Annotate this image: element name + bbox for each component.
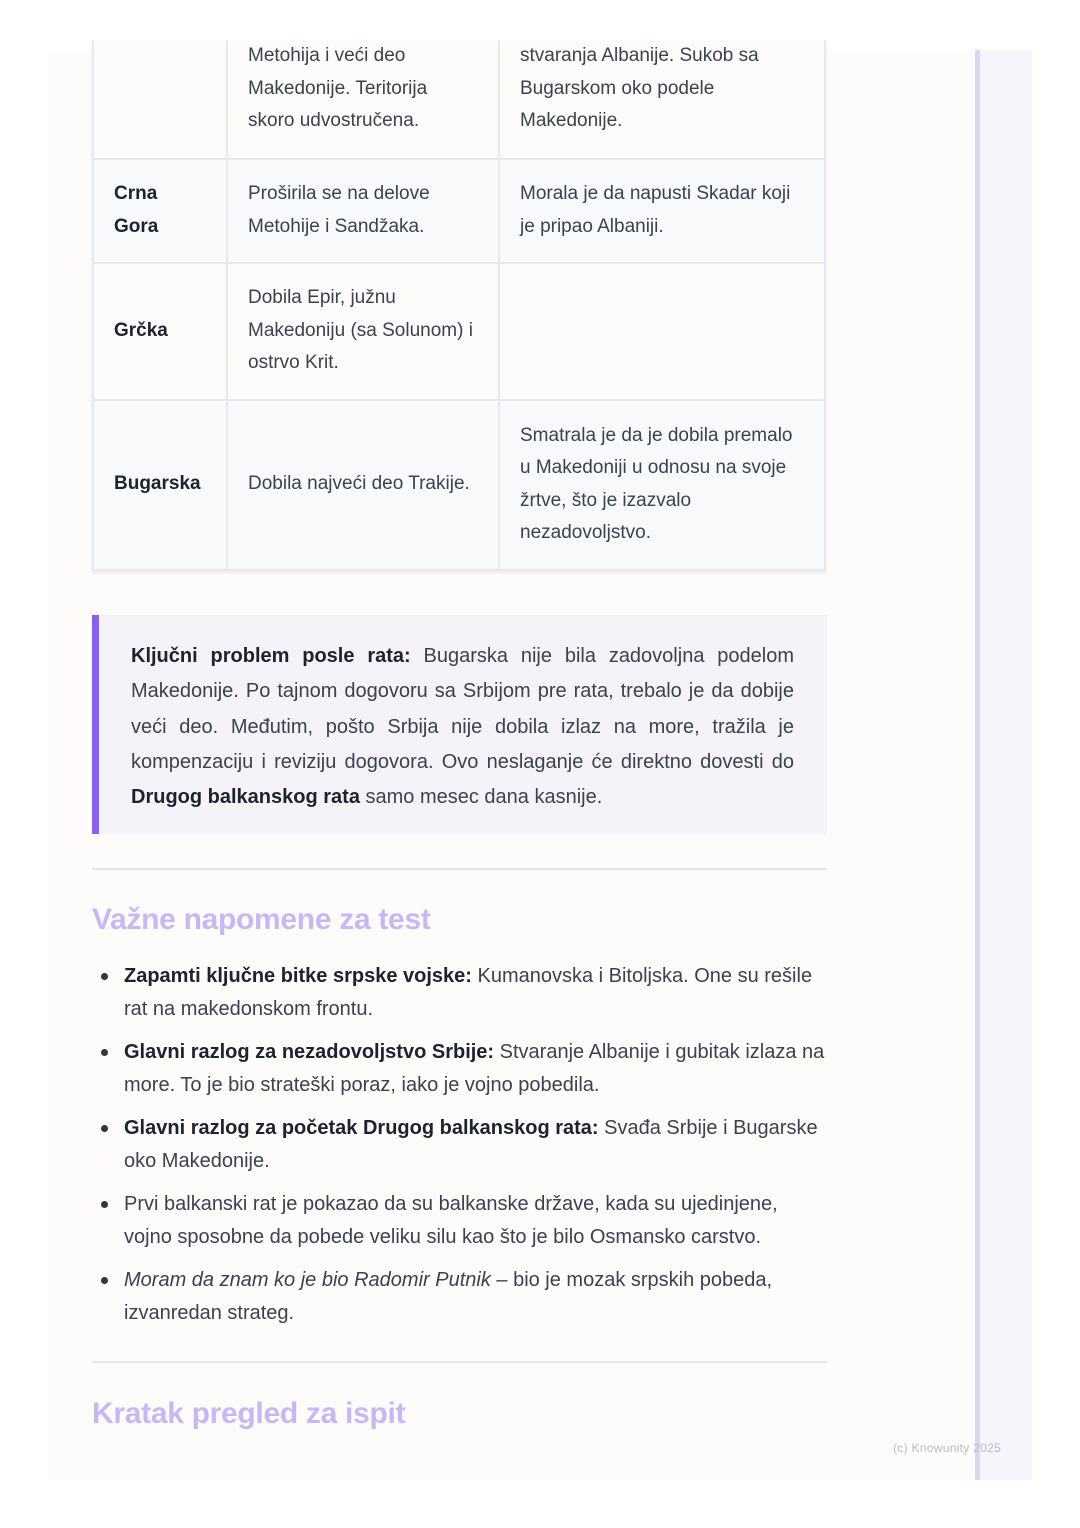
list-item-italic: Moram da znam ko je bio Radomir Putnik [124,1269,491,1291]
war-outcomes-table [92,40,826,571]
callout-label: Ključni problem posle rata: [131,645,411,667]
callout-text-end: samo mesec dana kasnije. [359,786,603,809]
right-margin-rule [975,50,980,1480]
table-cell-country [93,40,227,159]
list-item-text: – bio je mozak srpskih pobeda, izvanredan strateg. [124,1269,773,1324]
table-row [93,40,825,159]
table-cell-gain: Proširila se na delove Metohije i Sandžaka. [227,159,499,263]
test-notes-list [92,960,827,1340]
table-cell-note: stvaranja Albanije. Sukob sa Bugarskom oko podele Makedonije. [499,40,825,159]
key-problem-callout [92,615,827,834]
list-item-bold: Zapamti ključne bitke srpske vojske: [124,965,472,987]
copyright-footer: (c) Knowunity 2025 [893,1441,1002,1455]
list-item-bold: Glavni razlog za nezadovoljstvo Srbije: [124,1041,495,1063]
list-item [92,1112,827,1177]
table-row [93,263,825,400]
table-cell-note [499,263,825,400]
section-heading-summary: Kratak pregled za ispit [92,1397,406,1430]
list-item [92,960,827,1025]
list-item [92,1188,827,1253]
table-cell-note: Smatrala je da je dobila premalo u Makedoniji u odnosu na svoje žrtve, što je izazvalo nezadovoljstvo. [499,400,825,570]
right-margin-panel [975,50,1032,1480]
list-item-text: Kumanovska i Bitoljska. One su rešile rat na makedonskom frontu. [124,965,813,1020]
section-divider [92,1361,827,1363]
callout-text: Bugarska nije bila zadovoljna podelom Makedonije. Po tajnom dogovoru sa Srbijom pre rata, trebalo je da dobije veći deo. Međutim, pošto Srbija nije dobila izlaz na more, tražila je kompenzaciju i reviziju dogovora. Ovo neslaganje će direktno dovesti do [131,645,794,773]
table-row [93,400,825,570]
list-item-text: Stvaranje Albanije i gubitak izlaza na more. To je bio strateški poraz, iako je vojno pobedila. [124,1041,825,1096]
table-cell-gain: Dobila najveći deo Trakije. [227,400,499,570]
table-cell-country: Grčka [93,263,227,400]
table-cell-gain: Metohija i veći deo Makedonije. Teritorija skoro udvostručena. [227,40,499,159]
section-divider [92,868,827,870]
table-row [93,159,825,263]
list-item-text: Svađa Srbije i Bugarske oko Makedonije. [124,1117,818,1172]
table-cell-note: Morala je da napusti Skadar koji je pripao Albaniji. [499,159,825,263]
list-item [92,1036,827,1101]
table-cell-country: Crna Gora [93,159,227,263]
list-item [92,1264,827,1329]
callout-emphasis: Drugog balkanskog rata [131,786,360,809]
table-cell-country: Bugarska [93,400,227,570]
section-heading-notes: Važne napomene za test [92,903,431,936]
list-item-text: Prvi balkanski rat je pokazao da su balkanske države, kada su ujedinjene, vojno sposobne da pobede veliku silu kao što je bilo Osmansko carstvo. [124,1193,778,1248]
table-cell-gain: Dobila Epir, južnu Makedoniju (sa Solunom) i ostrvo Krit. [227,263,499,400]
list-item-bold: Glavni razlog za početak Drugog balkanskog rata: [124,1117,599,1139]
